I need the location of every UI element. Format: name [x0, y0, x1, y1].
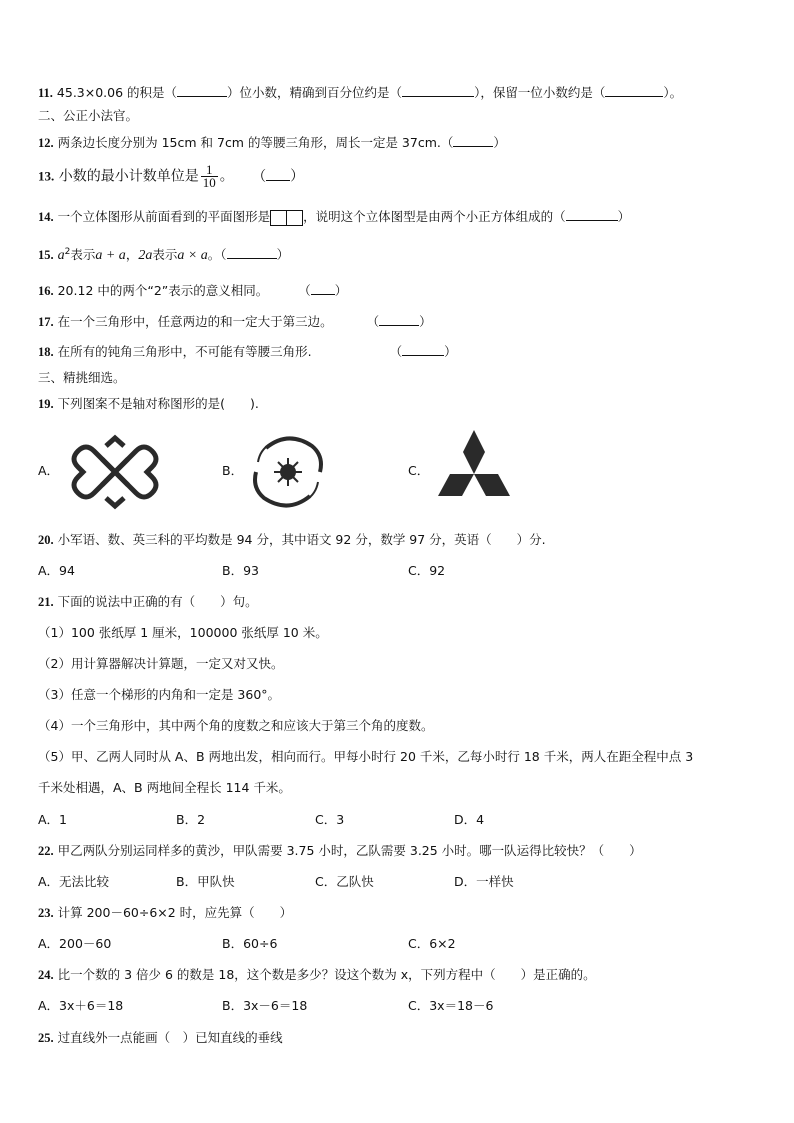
- statement-3: （3）任意一个梯形的内角和一定是 360°。: [38, 687, 281, 702]
- answer-blank[interactable]: [379, 313, 419, 326]
- sun-swirl-figure: [248, 432, 328, 512]
- question-number: 13.: [38, 168, 55, 184]
- question-19: [38, 396, 259, 412]
- option-c[interactable]: C．3x＝18－6: [408, 998, 494, 1013]
- option-b[interactable]: B．60÷6: [222, 936, 278, 951]
- question-number: 14.: [38, 210, 54, 224]
- question-text: 比一个数的 3 倍少 6 的数是 18，这个数是多少？设这个数为 x，下列方程中（ ）是正确的。: [57, 967, 596, 982]
- option-c[interactable]: C．: [408, 463, 430, 478]
- question-text: ）位小数，精确到百分位约是（: [227, 85, 403, 100]
- option-a[interactable]: A．1: [38, 812, 68, 827]
- option-a[interactable]: A．3x＋6＝18: [38, 998, 124, 1013]
- bracket-close: ）: [334, 283, 348, 298]
- question-22: [38, 843, 642, 859]
- math-expression: 2a: [138, 248, 153, 264]
- bracket-close: ）: [444, 344, 457, 359]
- question-number: 20.: [38, 533, 54, 547]
- bracket-open: （: [366, 314, 380, 329]
- option-b[interactable]: B．甲队快: [176, 874, 235, 889]
- answer-blank[interactable]: [453, 134, 493, 147]
- square-figure: [270, 210, 287, 226]
- question-15: [38, 244, 289, 264]
- question-text: 计算 200－60÷6×2 时，应先算（ ）: [57, 905, 293, 920]
- question-17: [38, 313, 432, 330]
- option-b[interactable]: B．3x－6＝18: [222, 998, 308, 1013]
- math-expression: a: [57, 248, 65, 264]
- question-text: ，: [125, 247, 139, 263]
- question-text: ）: [276, 247, 290, 263]
- option-c[interactable]: C．3: [315, 812, 345, 827]
- question-text: 小数的最小计数单位是: [58, 168, 199, 185]
- answer-blank[interactable]: [605, 84, 663, 97]
- three-diamonds-figure: [436, 430, 512, 510]
- option-a[interactable]: A．无法比较: [38, 874, 110, 889]
- question-text: ）。: [663, 85, 683, 100]
- option-a[interactable]: A．94: [38, 563, 75, 578]
- option-a[interactable]: A．200－60: [38, 936, 112, 951]
- section-heading-2: 二、公正小法官。: [38, 108, 139, 123]
- math-expression: a × a: [177, 248, 208, 264]
- option-d[interactable]: D．4: [454, 812, 485, 827]
- question-11: [38, 84, 682, 101]
- option-d[interactable]: D．一样快: [454, 874, 514, 889]
- fraction-denominator: 10: [202, 175, 216, 190]
- statement-4: （4）一个三角形中，其中两个角的度数之和应该大于第三个角的度数。: [38, 718, 434, 733]
- answer-blank[interactable]: [266, 168, 290, 181]
- question-text: ，说明这个立体图型是由两个小正方体组成的（: [303, 209, 566, 224]
- question-12: [38, 134, 506, 151]
- question-text: 20.12 中的两个“2”表示的意义相同。: [57, 283, 269, 298]
- statement-5: （5）甲、乙两人同时从 A、B 两地出发，相向而行。甲每小时行 20 千米，乙每小时行 18 千米，两人在距全程中点 3: [38, 749, 694, 764]
- bracket-open: （: [252, 168, 267, 185]
- answer-blank[interactable]: [311, 282, 335, 295]
- question-number: 23.: [38, 906, 54, 920]
- question-16: [38, 282, 347, 299]
- question-number: 24.: [38, 968, 54, 982]
- question-number: 11.: [38, 86, 53, 100]
- question-number: 25.: [38, 1031, 54, 1045]
- exponent: 2: [64, 247, 71, 257]
- option-b[interactable]: B．: [222, 463, 244, 478]
- square-figure: [287, 210, 303, 226]
- question-text: 在所有的钝角三角形中，不可能有等腰三角形.: [57, 344, 312, 359]
- answer-blank[interactable]: [177, 84, 227, 97]
- question-number: 18.: [38, 345, 54, 359]
- question-text: 在一个三角形中，任意两边的和一定大于第三边。: [57, 314, 333, 329]
- question-25: [38, 1030, 283, 1046]
- question-number: 12.: [38, 136, 54, 150]
- question-text: 表示: [70, 247, 96, 263]
- option-b[interactable]: B．2: [176, 812, 206, 827]
- answer-blank[interactable]: [566, 208, 618, 221]
- bracket-close: ）: [290, 168, 305, 185]
- answer-blank[interactable]: [402, 84, 474, 97]
- fraction-numerator: 1: [201, 164, 218, 177]
- question-number: 22.: [38, 844, 54, 858]
- option-b[interactable]: B．93: [222, 563, 259, 578]
- option-c[interactable]: C．92: [408, 563, 446, 578]
- answer-blank[interactable]: [402, 343, 444, 356]
- question-text: 45.3×0.06 的积是（: [56, 85, 178, 100]
- bracket-open: （: [389, 344, 403, 359]
- option-a[interactable]: A．: [38, 463, 60, 478]
- question-number: 19.: [38, 397, 54, 411]
- question-number: 15.: [38, 248, 54, 263]
- question-text: 过直线外一点能画（ ）已知直线的垂线: [57, 1030, 283, 1045]
- statement-1: （1）100 张纸厚 1 厘米，100000 张纸厚 10 米。: [38, 625, 328, 640]
- question-text: 两条边长度分别为 15cm 和 7cm 的等腰三角形，周长一定是 37cm.（: [57, 135, 454, 150]
- statement-5-cont: 千米处相遇，A、B 两地间全程长 114 千米。: [38, 780, 291, 795]
- question-21: [38, 594, 258, 610]
- question-number: 17.: [38, 315, 54, 329]
- chinese-knot-figure: [64, 434, 166, 510]
- option-c[interactable]: C．乙队快: [315, 874, 374, 889]
- question-text: 。（: [207, 247, 227, 263]
- question-text: 下列图案不是轴对称图形的是( ).: [57, 396, 259, 411]
- question-text: 。: [219, 168, 234, 185]
- question-14: [38, 208, 630, 226]
- question-text: 甲乙两队分别运同样多的黄沙，甲队需要 3.75 小时，乙队需要 3.25 小时。哪一队运得比较快？（ ）: [57, 843, 642, 858]
- question-text: 下面的说法中正确的有（ ）句。: [57, 594, 258, 609]
- section-heading-3: 三、精挑细选。: [38, 370, 126, 385]
- question-text: 小军语、数、英三科的平均数是 94 分，其中语文 92 分，数学 97 分，英语（ ）分.: [57, 532, 546, 547]
- question-23: [38, 905, 292, 921]
- question-text: 一个立体图形从前面看到的平面图形是: [57, 209, 271, 224]
- question-text: ）: [617, 209, 631, 224]
- question-text: 表示: [152, 247, 178, 263]
- question-text: ），保留一位小数约是（: [474, 85, 606, 100]
- question-number: 21.: [38, 595, 54, 609]
- statement-2: （2）用计算器解决计算题，一定又对又快。: [38, 656, 284, 671]
- question-number: 16.: [38, 284, 54, 298]
- question-24: [38, 967, 596, 983]
- bracket-open: （: [298, 283, 311, 298]
- answer-blank[interactable]: [227, 246, 277, 259]
- question-text: ）: [493, 135, 506, 150]
- question-20: [38, 532, 546, 548]
- option-c[interactable]: C．6×2: [408, 936, 456, 951]
- fraction: [201, 164, 218, 189]
- math-expression: a + a: [95, 248, 126, 264]
- bracket-close: ）: [419, 314, 432, 329]
- question-18: [38, 343, 457, 360]
- question-13: [38, 164, 304, 189]
